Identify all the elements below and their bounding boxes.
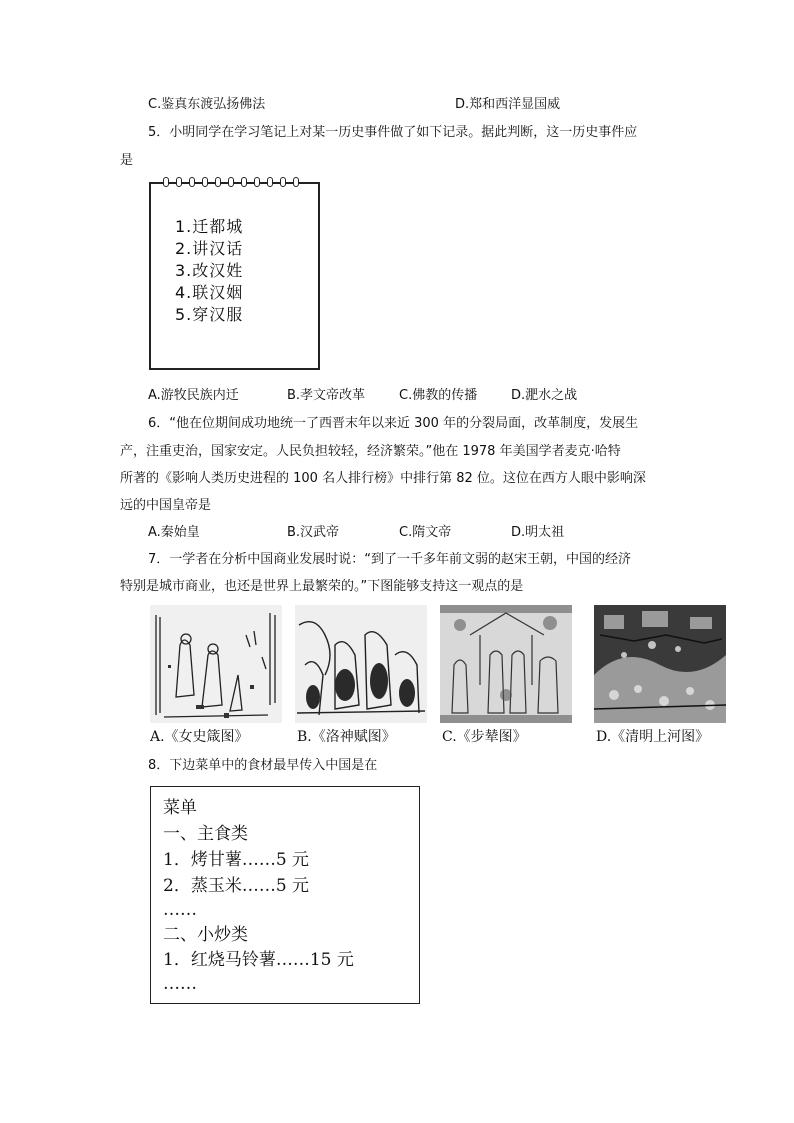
notebook-item: 2.讲汉话	[175, 239, 244, 258]
q6-stem-line2: 产，注重吏治，国家安定。人民负担较轻，经济繁荣。”他在 1978 年美国学者麦克·哈特	[120, 444, 621, 459]
q7-stem-line1: 7．一学者在分析中国商业发展时说：“到了一千多年前文弱的赵宋王朝，中国的经济	[148, 552, 632, 567]
painting-d-image	[594, 605, 726, 723]
q6-option-b: B.汉武帝	[287, 525, 340, 540]
notebook-ring-icon	[189, 177, 195, 187]
q5-option-c: C.佛教的传播	[399, 388, 478, 403]
q8-stem: 8．下边菜单中的食材最早传入中国是在	[148, 758, 378, 773]
notebook-item: 5.穿汉服	[175, 305, 244, 324]
q7-caption-a: A.《女史箴图》	[150, 729, 249, 745]
q5-stem-line1: 5．小明同学在学习笔记上对某一历史事件做了如下记录。据此判断，这一历史事件应	[148, 125, 638, 140]
q5-option-b: B.孝文帝改革	[287, 388, 366, 403]
painting-a-image	[150, 605, 282, 723]
q6-option-c: C.隋文帝	[399, 525, 452, 540]
notebook-ring-icon	[163, 177, 169, 187]
notebook-ring-icon	[202, 177, 208, 187]
notebook-ring-icon	[241, 177, 247, 187]
menu-title: 菜单	[163, 798, 197, 818]
notebook-ring-icon	[293, 177, 299, 187]
notebook-ring-icon	[267, 177, 273, 187]
q4-option-c: C.鉴真东渡弘扬佛法	[148, 97, 266, 112]
q6-stem-line4: 远的中国皇帝是	[120, 498, 212, 513]
notebook-item: 1.迁都城	[175, 217, 244, 236]
q6-option-d: D.明太祖	[511, 525, 565, 540]
q4-option-d: D.郑和西洋显国威	[455, 97, 561, 112]
notebook-ring-icon	[215, 177, 221, 187]
notebook-ring-icon	[228, 177, 234, 187]
notebook-ring-icon	[280, 177, 286, 187]
painting-c-image	[440, 605, 572, 723]
menu-box	[150, 786, 420, 1004]
notebook-item: 4.联汉姻	[175, 283, 244, 302]
q7-caption-b: B.《洛神赋图》	[297, 729, 396, 745]
menu-item: 1．红烧马铃薯……15 元	[163, 950, 354, 970]
notebook-ring-icon	[254, 177, 260, 187]
menu-item: 2．蒸玉米……5 元	[163, 876, 310, 896]
notebook-list	[175, 216, 243, 326]
q6-option-a: A.秦始皇	[148, 525, 200, 540]
notebook-ring-icon	[176, 177, 182, 187]
menu-section-staple: 一、主食类	[163, 824, 248, 844]
menu-ellipsis: ……	[163, 974, 197, 994]
q6-stem-line3: 所著的《影响人类历史进程的 100 名人排行榜》中排行第 82 位。这位在西方人眼中影响深	[120, 471, 646, 486]
q5-stem-line2: 是	[120, 153, 134, 168]
q7-stem-line2: 特别是城市商业，也还是世界上最繁荣的。”下图能够支持这一观点的是	[120, 579, 524, 594]
q6-stem-line1: 6．“他在位期间成功地统一了西晋末年以来近 300 年的分裂局面，改革制度，发展生	[148, 416, 639, 431]
painting-b-image	[295, 605, 427, 723]
menu-item: 1．烤甘薯……5 元	[163, 850, 310, 870]
q5-option-a: A.游牧民族内迁	[148, 388, 239, 403]
q7-caption-d: D.《清明上河图》	[596, 729, 710, 745]
notebook-item: 3.改汉姓	[175, 261, 244, 280]
menu-ellipsis: ……	[163, 900, 197, 920]
menu-section-stirfry: 二、小炒类	[163, 925, 248, 945]
notebook-image	[149, 182, 320, 370]
q7-caption-c: C.《步辇图》	[442, 729, 527, 745]
q5-option-d: D.淝水之战	[511, 388, 578, 403]
